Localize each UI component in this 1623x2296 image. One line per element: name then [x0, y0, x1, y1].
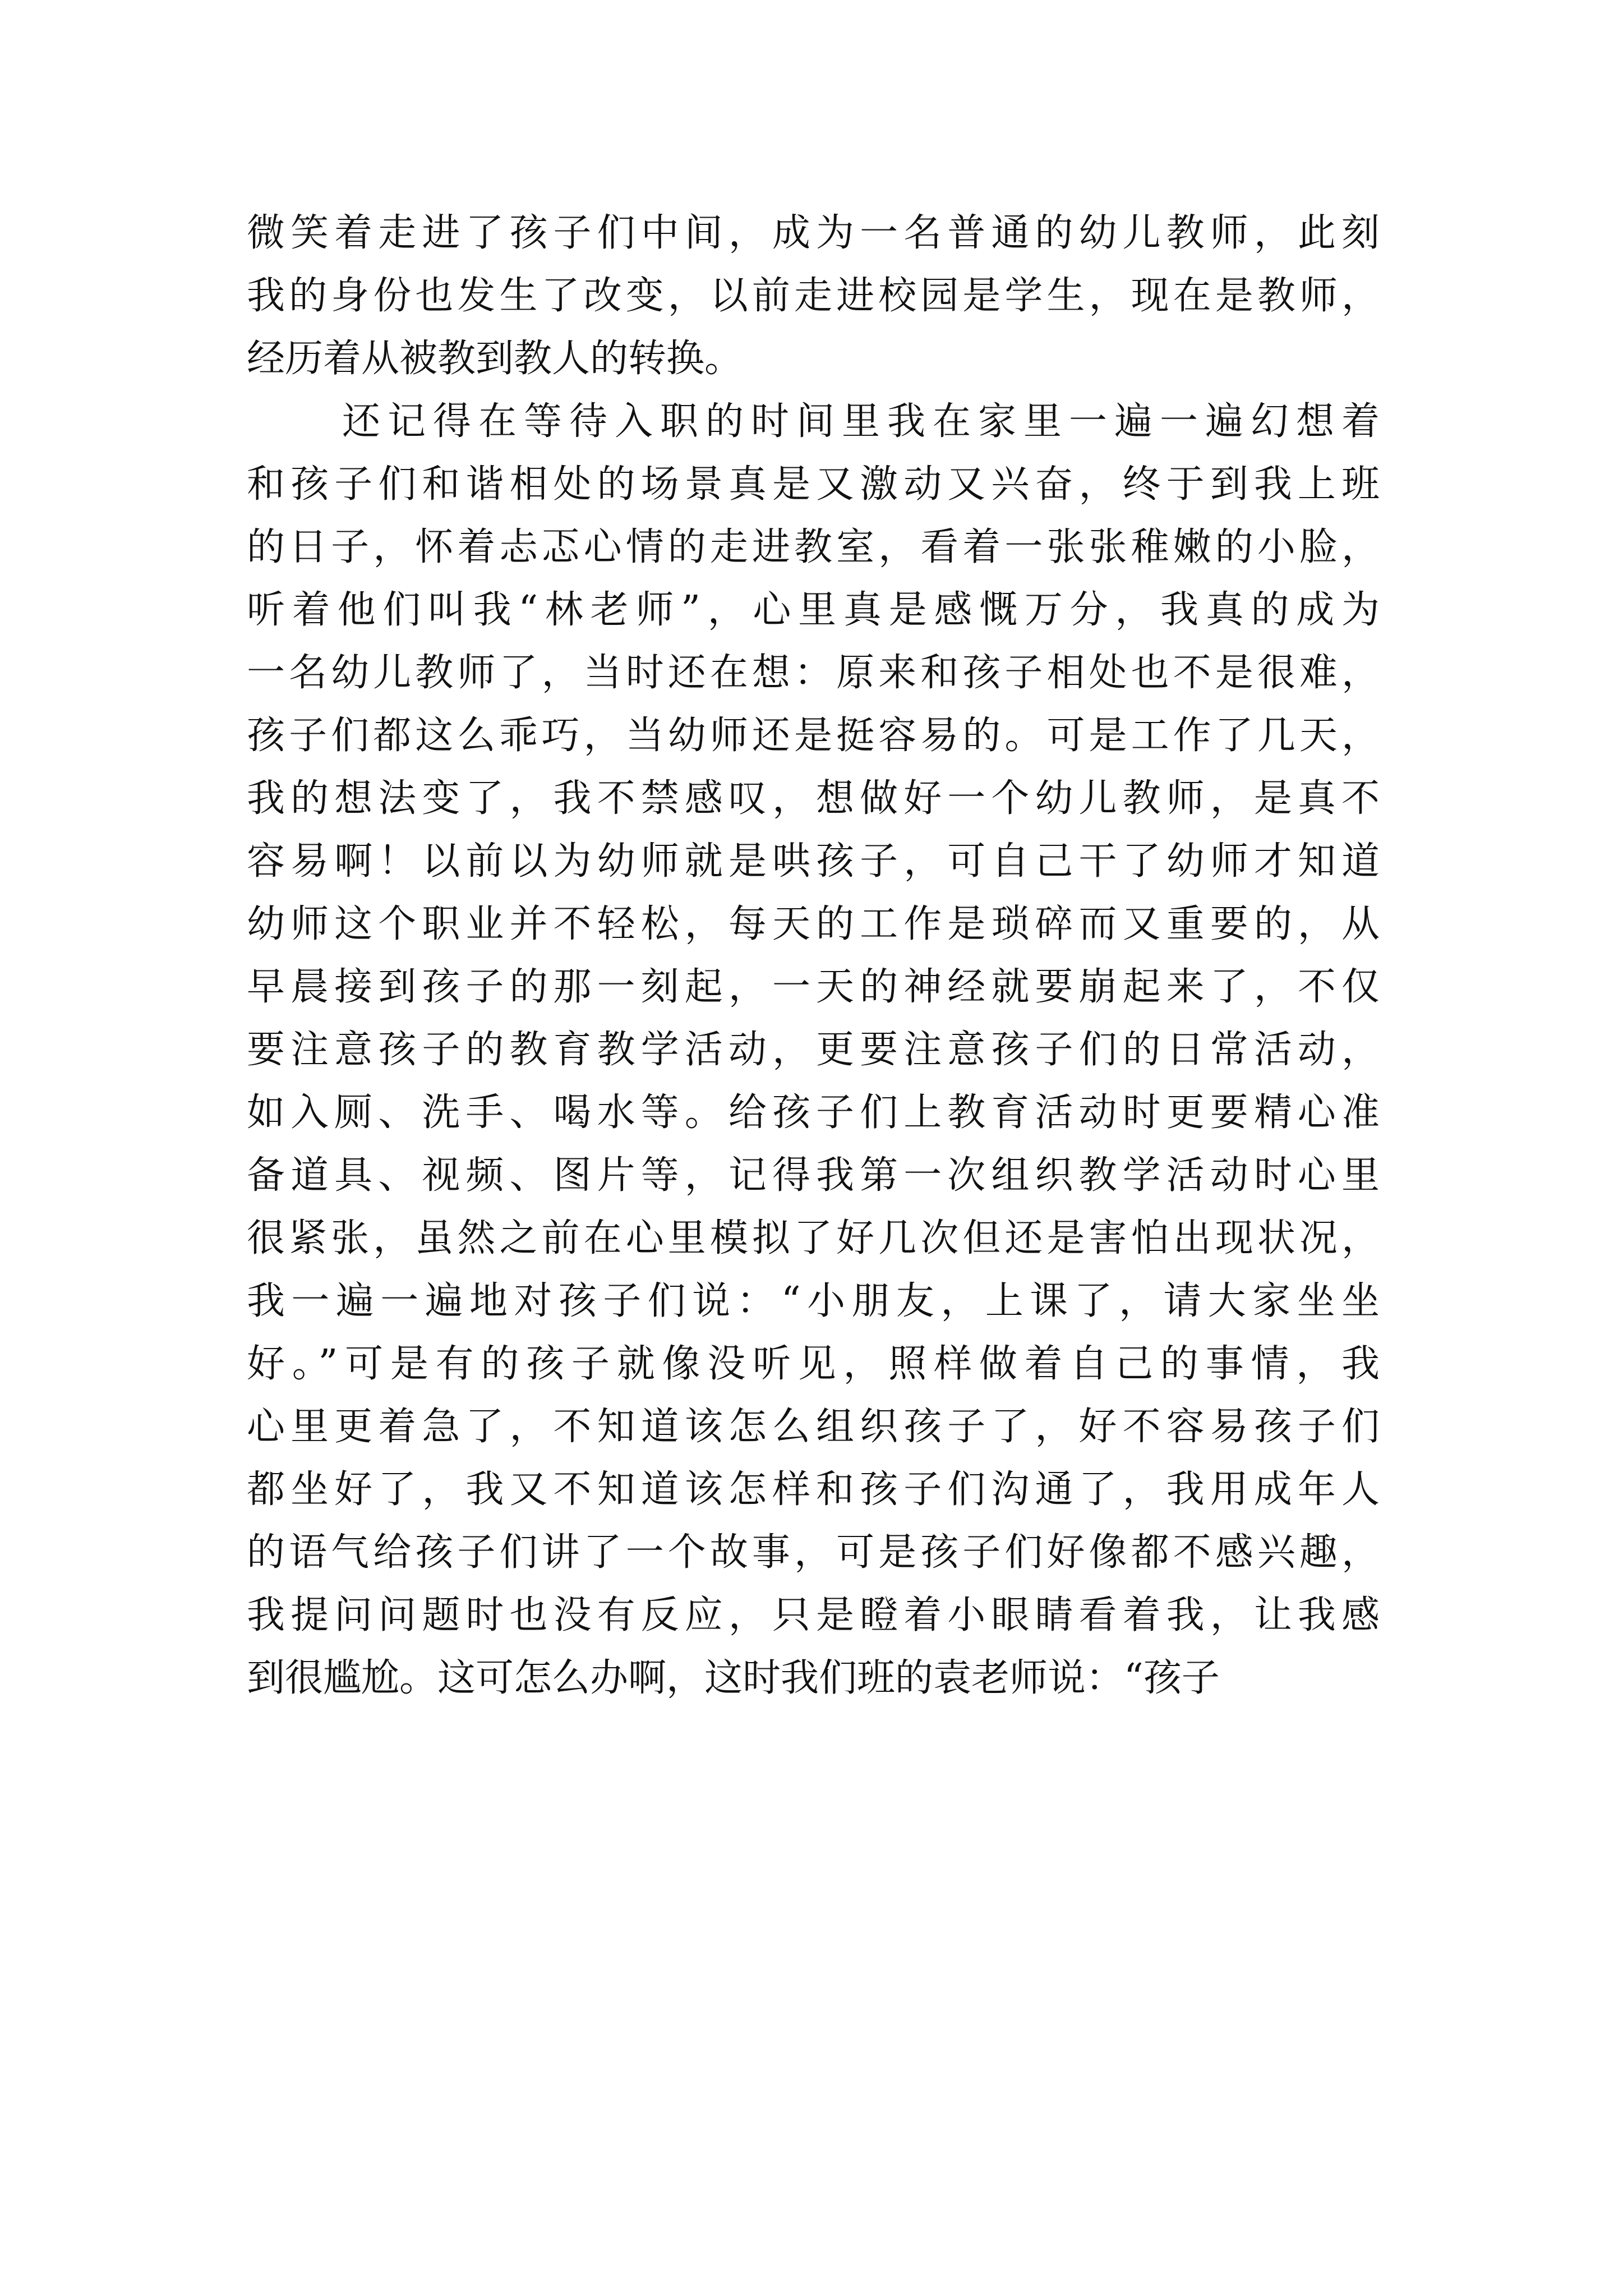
text-line: 的日子，怀着忐忑心情的走进教室，看着一张张稚嫩的小脸， — [247, 525, 1380, 569]
paragraph-2 — [247, 390, 1380, 1710]
text-line: 很紧张，虽然之前在心里模拟了好几次但还是害怕出现状况， — [247, 1216, 1380, 1260]
text-line: 心里更着急了，不知道该怎么组织孩子了，好不容易孩子们 — [247, 1405, 1380, 1449]
text-line: 早晨接到孩子的那一刻起，一天的神经就要崩起来了，不仅 — [247, 965, 1380, 1009]
text-line: 好。”可是有的孩子就像没听见，照样做着自己的事情，我 — [247, 1342, 1380, 1386]
text-line: 容易啊！以前以为幼师就是哄孩子，可自己干了幼师才知道 — [247, 839, 1380, 884]
text-line: 我提问问题时也没有反应，只是瞪着小眼睛看着我，让我感 — [247, 1593, 1380, 1637]
body-text — [247, 202, 1380, 1710]
text-line: 到很尴尬。这可怎么办啊，这时我们班的袁老师说：“孩子 — [247, 1656, 1220, 1700]
text-line: 和孩子们和谐相处的场景真是又激动又兴奋，终于到我上班 — [247, 462, 1380, 507]
text-line: 如入厕、洗手、喝水等。给孩子们上教育活动时更要精心准 — [247, 1091, 1380, 1135]
text-line: 一名幼儿教师了，当时还在想：原来和孩子相处也不是很难， — [247, 651, 1380, 695]
text-line: 还记得在等待入职的时间里我在家里一遍一遍幻想着 — [342, 399, 1380, 444]
text-line: 听着他们叫我“林老师”，心里真是感慨万分，我真的成为 — [247, 588, 1380, 632]
text-line: 我的身份也发生了改变，以前走进校园是学生，现在是教师， — [247, 274, 1380, 318]
text-line: 孩子们都这么乖巧，当幼师还是挺容易的。可是工作了几天， — [247, 714, 1380, 758]
text-line: 我的想法变了，我不禁感叹，想做好一个幼儿教师，是真不 — [247, 776, 1380, 821]
text-line: 要注意孩子的教育教学活动，更要注意孩子们的日常活动， — [247, 1028, 1380, 1072]
text-line: 我一遍一遍地对孩子们说：“小朋友，上课了，请大家坐坐 — [247, 1279, 1380, 1323]
text-line: 幼师这个职业并不轻松，每天的工作是琐碎而又重要的，从 — [247, 902, 1380, 946]
text-line: 备道具、视频、图片等，记得我第一次组织教学活动时心里 — [247, 1153, 1380, 1198]
paragraph-1 — [247, 202, 1380, 390]
text-line: 的语气给孩子们讲了一个故事，可是孩子们好像都不感兴趣， — [247, 1530, 1380, 1575]
text-line: 经历着从被教到教人的转换。 — [247, 337, 743, 381]
text-line: 微笑着走进了孩子们中间，成为一名普通的幼儿教师，此刻 — [247, 211, 1380, 255]
text-line: 都坐好了，我又不知道该怎样和孩子们沟通了，我用成年人 — [247, 1467, 1380, 1512]
